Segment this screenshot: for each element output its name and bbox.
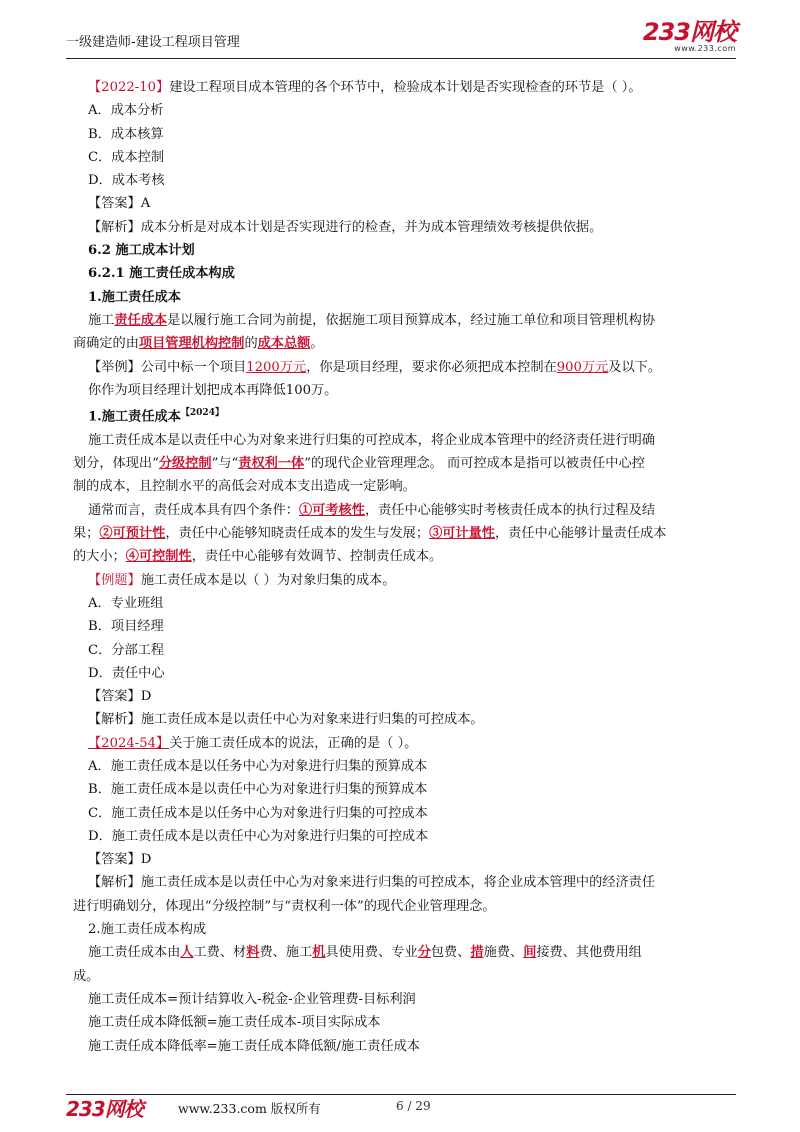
highlight-amount: 900万元 <box>556 359 609 375</box>
section-6-2: 6.2 施工成本计划 <box>88 243 195 259</box>
formula-1: 施工责任成本=预计结算收入-税金-企业管理费-目标利润 <box>88 991 416 1007</box>
footer-logo: 233网校 <box>66 1097 143 1121</box>
option-d: D．施工责任成本是以责任中心为对象进行归集的可控成本 <box>88 828 429 844</box>
highlight-term: ①可考核性 <box>299 502 365 518</box>
highlight-amount: 1200万元 <box>246 359 307 375</box>
option-c: C．分部工程 <box>88 642 165 658</box>
highlight-term: 分级控制 <box>158 456 212 472</box>
heading-cost-composition: 2.施工责任成本构成 <box>88 922 207 938</box>
answer: 【答案】D <box>88 852 152 868</box>
formula-3: 施工责任成本降低率=施工责任成本降低额/施工责任成本 <box>88 1038 420 1054</box>
highlight-term: ②可预计性 <box>99 526 166 542</box>
question-tag: 【例题】 <box>88 572 141 588</box>
heading-responsibility-cost: 1.施工责任成本 <box>88 289 181 305</box>
logo-url: www.233.com <box>674 44 736 53</box>
year-tag: 【2024】 <box>180 408 224 419</box>
highlight-term: 成本总额 <box>257 336 311 352</box>
example-line: 【举例】公司中标一个项目1200万元，你是项目经理，要求你必须把成本控制在900万元及以下。 <box>88 359 662 375</box>
page-header <box>66 18 736 59</box>
heading-responsibility-cost-2024: 1.施工责任成本$^{【2024】}$ <box>88 408 224 425</box>
highlight-term: ③可计量性 <box>429 526 495 542</box>
option-c: C．施工责任成本是以任务中心为对象进行归集的可控成本 <box>88 805 428 821</box>
highlight-term: 责权利一体 <box>238 456 305 472</box>
paragraph-conditions: 通常而言，责任成本具有四个条件：①可考核性，责任中心能够实时考核责任成本的执行过程及结 <box>88 502 656 518</box>
question-tag: 【2022-10】 <box>88 80 170 95</box>
page-footer <box>66 1094 736 1125</box>
question-2024-54-stem: 【2024-54】关于施工责任成本的说法，正确的是（ ）。 <box>88 735 418 751</box>
option-b: B．施工责任成本是以责任中心为对象进行归集的预算成本 <box>88 782 428 798</box>
question-tag: 【2024-54】 <box>88 735 170 751</box>
paragraph-definition: 施工责任成本是以履行施工合同为前提，依据施工项目预算成本，经过施工单位和项目管理机构协 <box>88 312 656 328</box>
answer: 【答案】A <box>88 196 151 212</box>
formula-2: 施工责任成本降低额=施工责任成本-项目实际成本 <box>88 1015 381 1031</box>
highlight-term: 责任成本 <box>114 312 168 328</box>
highlight-term: ④可控制性 <box>125 549 192 565</box>
analysis: 【解析】施工责任成本是以责任中心为对象来进行归集的可控成本，将企业成本管理中的经济责任 <box>88 875 656 891</box>
question-text: 建设工程项目成本管理的各个环节中，检验成本计划是否实现检查的环节是（ ）。 <box>169 80 642 95</box>
paragraph-concept: 施工责任成本是以责任中心为对象来进行归集的可控成本，将企业成本管理中的经济责任进行明确 <box>88 432 656 448</box>
option-b: B．成本核算 <box>88 126 164 142</box>
paragraph-composition: 施工责任成本由人工费、材料费、施工机具使用费、专业分包费、措施费、间接费、其他费用组 <box>88 945 642 961</box>
section-6-2-1: 6.2.1 施工责任成本构成 <box>88 266 235 282</box>
option-c: C．成本控制 <box>88 149 165 165</box>
option-b: B．项目经理 <box>88 619 164 635</box>
question-2022-10-stem <box>88 76 748 99</box>
document-body: 【2022-10】建设工程项目成本管理的各个环节中，检验成本计划是否实现检查的环节是（ ）。 A．成本分析 B．成本核算 C．成本控制 D．成本考核 【答案】A 【解析】成本分析是对成本计划是否实现进行的检查，并为成本管理绩效考核提供依据。 6.2 施工成本计划 6.2.1 施工责任成本构成 1.施工责任成本 施工责任成本是以履行施工合同为前提，依据施工项目预算成本，经过施工单位和项目管理机构协 商确定的由项目管理机构控制的成本总额。 【举例】公司中标一个项目1200万元，你是项目经理，要求你必须把成本控制在900万元及以下。 你作为项目经理计划把成本再降低100万。 1.施工责任成本$^{【2024】}$ 施工责任成本是以责任中心为对象来进行归集的可控成本，将企业成本管理中的经济责任进行明确 划分，体现出“分级控制”与“责权利一体”的现代企业管理理念。 而可控成本是指可以被责任中心控 制的成本，且控制水平的高低会对成本支出造成一定影响。 通常而言，责任成本具有四个条件：①可考核性，责任中心能够实时考核责任成本的执行过程及结 果；②可预计性，责任中心能够知晓责任成本的发生与发展；③可计量性，责任中心能够计量责任成本 的大小；④可控制性，责任中心能够有效调节、控制责任成本。 【例题】施工责任成本是以（ ）为对象归集的成本。 A．专业班组 B．项目经理 C．分部工程 D．责任中心 【答案】D 【解析】施工责任成本是以责任中心为对象来进行归集的可控成本。 【2024-54】关于施工责任成本的说法，正确的是（ ）。 A．施工责任成本是以任务中心为对象进行归集的预算成本 B．施工责任成本是以责任中心为对象进行归集的预算成本 C．施工责任成本是以任务中心为对象进行归集的可控成本 D．施工责任成本是以责任中心为对象进行归集的可控成本 【答案】D 【解析】施工责任成本是以责任中心为对象来进行归集的可控成本，将企业成本管理中的经济责任 进行明确划分，体现出“分级控制”与“责权利一体”的现代企业管理理念。 2.施工责任成本构成 施工责任成本由人工费、材料费、施工机具使用费、专业分包费、措施费、间接费、其他费用组 成。 施工责任成本=预计结算收入-税金-企业管理费-目标利润 施工责任成本降低额=施工责任成本-项目实际成本 施工责任成本降低率=施工责任成本降低额/施工责任成本 <box>88 76 748 1058</box>
example-line-2: 你作为项目经理计划把成本再降低100万。 <box>88 382 338 398</box>
answer: 【答案】D <box>88 689 152 705</box>
option-a: A．专业班组 <box>88 595 164 611</box>
question-example-stem: 【例题】施工责任成本是以（ ）为对象归集的成本。 <box>88 572 396 588</box>
logo-text: 233网校 <box>642 18 736 46</box>
footer-copyright: www.233.com 版权所有 <box>178 1101 321 1116</box>
page-number: 6 / 29 <box>396 1099 431 1113</box>
option-a: A．施工责任成本是以任务中心为对象进行归集的预算成本 <box>88 759 428 774</box>
header-title: 一级建造师-建设工程项目管理 <box>66 35 240 50</box>
highlight-term: 项目管理机构控制 <box>138 336 245 352</box>
analysis: 【解析】成本分析是对成本计划是否实现进行的检查，并为成本管理绩效考核提供依据。 <box>88 219 603 235</box>
brand-logo <box>643 20 736 53</box>
analysis: 【解析】施工责任成本是以责任中心为对象来进行归集的可控成本。 <box>88 712 484 728</box>
option-a: A．成本分析 <box>88 103 164 119</box>
option-d: D．成本考核 <box>88 173 165 189</box>
option-d: D．责任中心 <box>88 665 165 681</box>
